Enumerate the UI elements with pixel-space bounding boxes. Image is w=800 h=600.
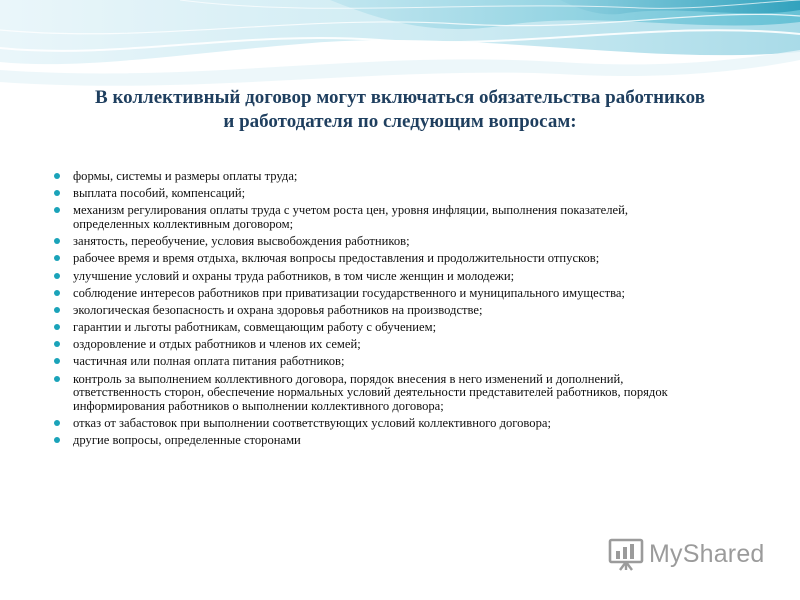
list-item	[54, 373, 694, 414]
bullet-icon	[54, 207, 60, 213]
bullet-icon	[54, 358, 60, 364]
list-item-text: выплата пособий, компенсаций;	[73, 186, 246, 201]
list-item	[54, 270, 694, 284]
list-item-text: отказ от забастовок при выполнении соответствующих условий коллективного договора;	[73, 416, 551, 431]
list-item-text: рабочее время и время отдыха, включая вопросы предоставления и продолжительности отпусков;	[73, 251, 600, 266]
slide-title	[30, 86, 770, 134]
list-item	[54, 304, 694, 318]
bullet-icon	[54, 376, 60, 382]
bullet-icon	[54, 173, 60, 179]
list-item-text: оздоровление и отдых работников и членов их семей;	[73, 337, 361, 352]
list-item	[54, 355, 694, 369]
list-item-text: механизм регулирования оплаты труда с учетом роста цен, уровня инфляции, выполнения показателей, определенных коллективным договором;	[73, 203, 628, 231]
bullet-icon	[54, 307, 60, 313]
bullet-icon	[54, 273, 60, 279]
bullet-icon	[54, 341, 60, 347]
list-item	[54, 204, 694, 231]
presentation-chart-icon	[607, 537, 645, 571]
watermark-text: MyShared	[649, 539, 765, 568]
list-item	[54, 170, 694, 184]
bullet-icon	[54, 238, 60, 244]
list-item	[54, 321, 694, 335]
list-item	[54, 252, 694, 266]
list-item	[54, 187, 694, 201]
list-item-text: экологическая безопасность и охрана здоровья работников на производстве;	[73, 302, 483, 317]
list-item	[54, 338, 694, 352]
bullet-icon	[54, 437, 60, 443]
list-item-text: гарантии и льготы работникам, совмещающим работу с обучением;	[73, 320, 437, 335]
bullet-icon	[54, 190, 60, 196]
list-item-text: улучшение условий и охраны труда работников, в том числе женщин и молодежи;	[73, 268, 515, 283]
list-item	[54, 417, 694, 431]
bullet-icon	[54, 420, 60, 426]
list-item	[54, 434, 694, 448]
bullet-icon	[54, 290, 60, 296]
bullet-icon	[54, 255, 60, 261]
list-item-text: формы, системы и размеры оплаты труда;	[73, 169, 298, 183]
title-line-1: В коллективный договор могут включаться обязательства работников	[95, 87, 705, 108]
list-item-text: занятость, переобучение, условия высвобождения работников;	[73, 234, 410, 249]
list-item	[54, 287, 694, 301]
list-item-text: частичная или полная оплата питания работников;	[73, 354, 345, 369]
bullet-list	[54, 170, 694, 451]
myshared-watermark	[607, 537, 765, 571]
list-item-text: соблюдение интересов работников при приватизации государственного и муниципального имущества;	[73, 285, 625, 300]
list-item-text: другие вопросы, определенные сторонами	[73, 433, 301, 448]
list-item	[54, 235, 694, 249]
bullet-icon	[54, 324, 60, 330]
title-line-2: и работодателя по следующим вопросам:	[223, 111, 577, 132]
list-item-text: контроль за выполнением коллективного договора, порядок внесения в него изменений и дополнений, ответственность сторон, обеспечение нормальных условий деятельности представителей работников, порядок информирования работников о выполнении коллективного договора;	[73, 371, 668, 413]
